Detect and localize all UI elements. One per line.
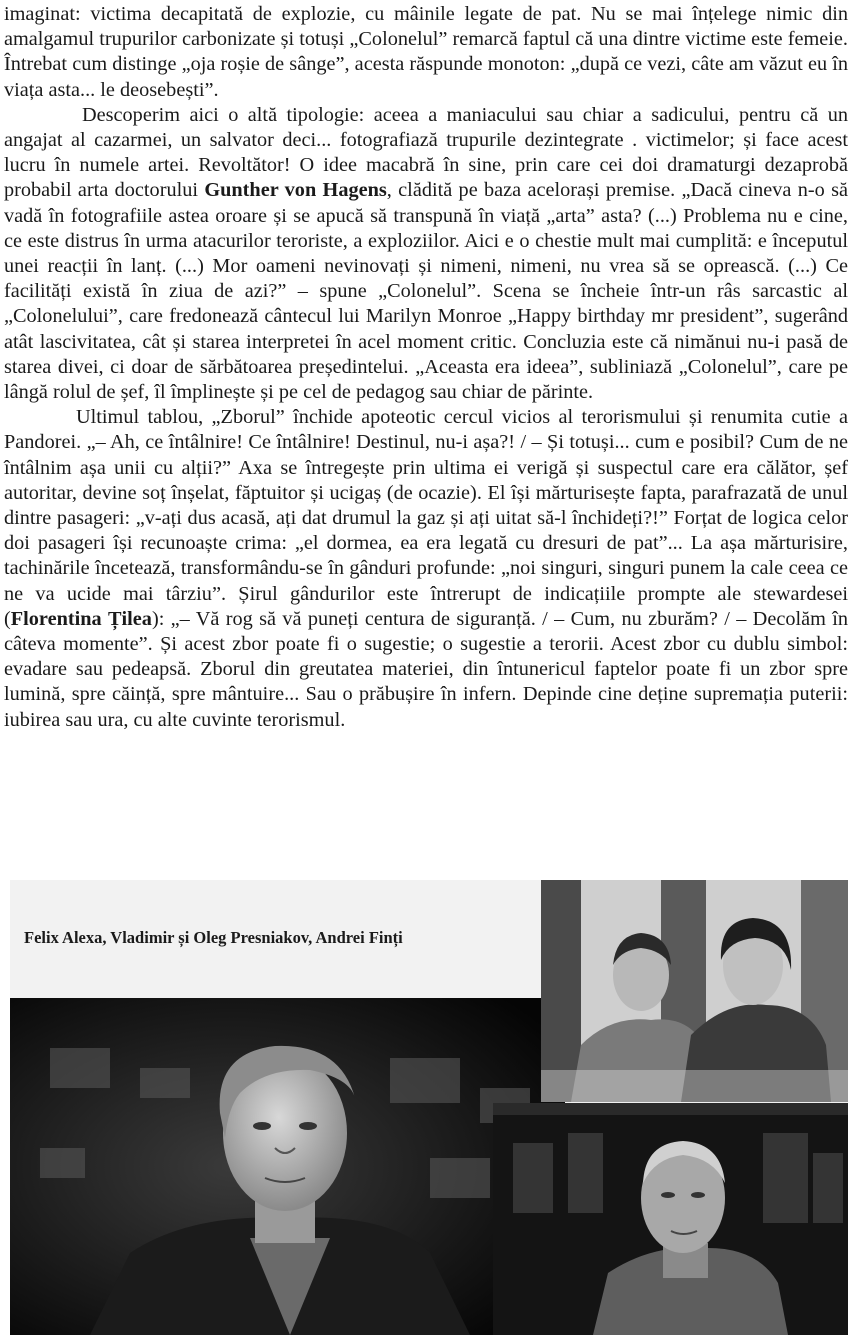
name-florentina-tilea: Florentina Țilea xyxy=(10,607,152,630)
paragraph-3 xyxy=(4,405,848,733)
article-body xyxy=(4,2,848,733)
paragraph-3-text-a: Ultimul tablou, „Zborul” închide apoteotic cercul vicios al terorismului și renumita cutie a Pandorei. „– Ah, ce întâlnire! Ce întâlnire! Destinul, nu-i așa?! / – Și totuși... cum e posibil? Cum de ne întâlnim așa unii cu alții?” Axa se întregește prin ultima ei verigă și suspectul care era călător, șef autoritar, devine soț înșelat, făptuitor și ucigaș (de ocazie). El își mărturisește fapta, parafrazată de unul dintre pasageri: „v-ați dus acasă, ați dat drumul la gaz și ați uitat să-l închideți?!” Forțat de logica celor doi pasageri își recunoaște crima: „el dormea, ea era legată cu dresuri de pat”... La așa mărturisire, tachinările încetează, transformându-se în gânduri profunde: „noi singuri, singuri punem la cale ceea ce ne va ucide mai târziu”. Șirul gândurilor este întrerupt de indicațiile prompte ale stewardesei ( xyxy=(4,406,848,630)
paragraph-2 xyxy=(4,103,848,405)
portrait-photo-left xyxy=(10,998,565,1335)
portrait-photo-top-right xyxy=(541,880,848,1102)
paragraph-2-text-a: Descoperim aici o altă tipologie: aceea a maniacului sau chiar a sadicului, pentru că un angajat al cazarmei, un salvator deci... fotografiază trupurile dezintegrate . victimelor; și face acest lucru în numele artei. Revoltător! O idee macabră în sine, prin care cei doi dramaturgi dezaprobă probabil arta doctorului xyxy=(4,103,848,202)
paragraph-3-text-b: ): „– Vă rog să vă puneți centura de siguranță. / – Cum, nu zburăm? / – Decolăm în câteva momente”. Și acest zbor poate fi o sugestie; o sugestie a terorii. Acest zbor cu dublu simbol: evadare sau pedeapsă. Zborul din greutatea materiei, din întunericul faptelor poate fi un zbor spre lumină, spre căință, spre mântuire... Sau o prăbușire în infern. Depinde cine deține supremația puterii: iubirea sau ura, cu alte cuvinte terorismul. xyxy=(4,607,848,731)
paragraph-2-text-b: , clădită pe baza acelorași premise. „Dacă cineva n-o să vadă în fotografiile astea oroare și se apucă să transpună în viață „arta” asta? (...) Problema nu e cine, ce este distrus în urma atacurilor teroriste, a exploziilor. Aici e o chestie mult mai cumplită: e începutul unei reacții în lanț. (...) Mor oameni nevinovați și nimeni, nimeni, nu vrea să se oprească. (...) Ce facilități există în ziua de azi?” – spune „Colonelul”. Scena se încheie într-un râs sarcastic al „Colonelului”, care fredonează cântecul lui Marilyn Monroe „Happy birthday mr president”, sugerând atât lascivitatea, cât și starea interpretei în acel moment critic. Concluzia este că nimănui nu-i pasă de starea divei, ci doar de sărbătoarea președintelui. „Aceasta era ideea”, subliniază „Colonelul”, care pe lângă rolul de șef, îl împlinește și pe cel de pedagog sau chiar de părinte. xyxy=(4,179,848,404)
name-gunther-von-hagens: Gunther von Hagens xyxy=(204,179,387,202)
portrait-photo-bottom-right xyxy=(493,1103,848,1335)
photo-caption: Felix Alexa, Vladimir și Oleg Presniakov, Andrei Finți xyxy=(24,928,403,947)
paragraph-1: imaginat: victima decapitată de explozie, cu mâinile legate de pat. Nu se mai înțelege nimic din amalgamul trupurilor carbonizate și totuși „Colonelul” remarcă faptul că una dintre victime este femeie. Întrebat cum distinge „oja roșie de sânge”, acesta răspunde monoton: „după ce vezi, câte am văzut eu în viața asta... le deosebești”. xyxy=(4,3,848,101)
